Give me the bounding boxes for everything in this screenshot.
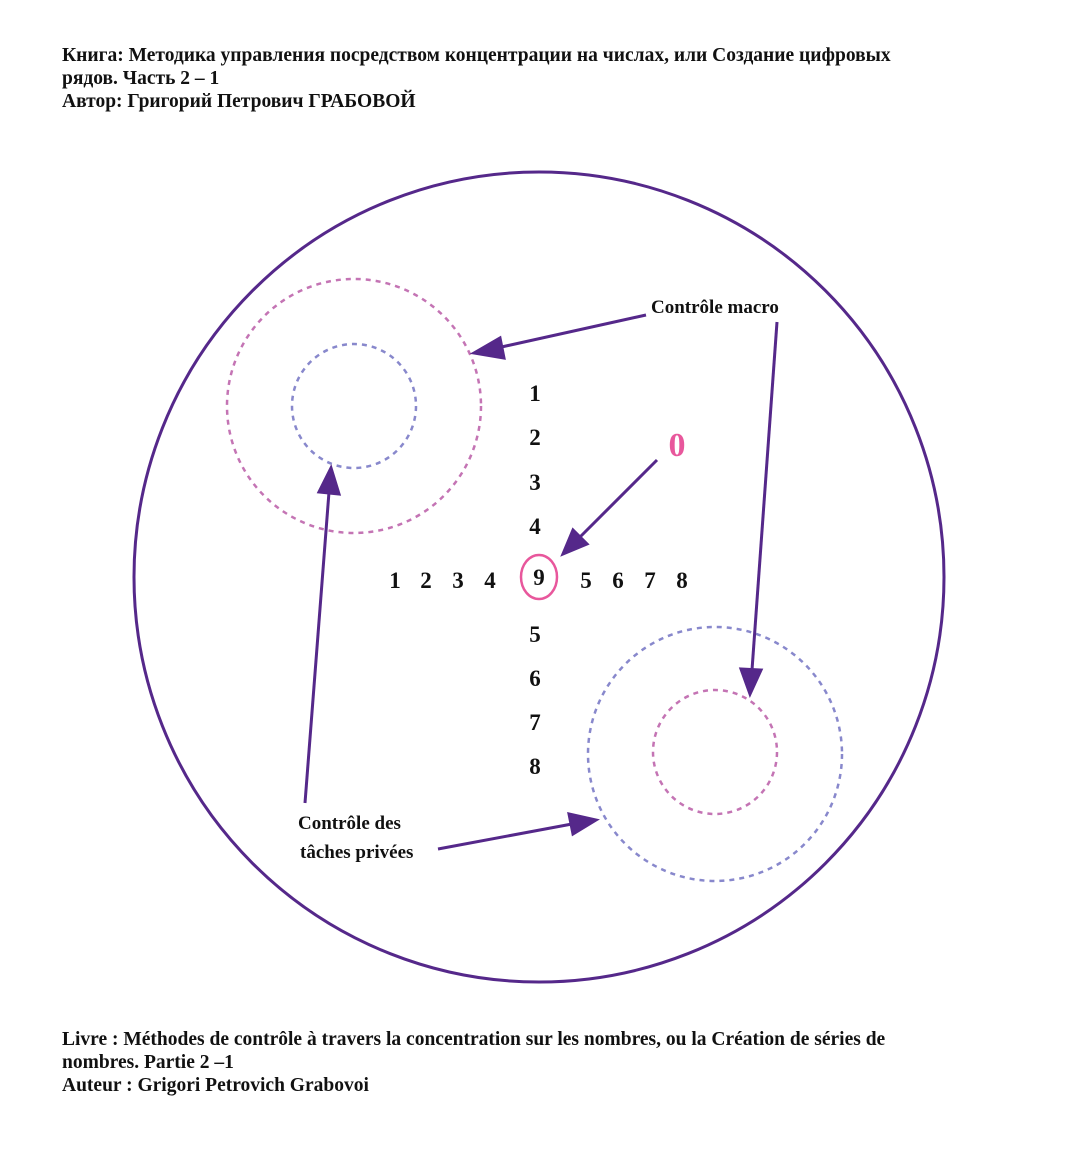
horizontal-number-4: 4 <box>484 568 496 593</box>
macro-arrow-right-head <box>741 669 761 694</box>
vertical-number-1: 1 <box>529 381 541 406</box>
footer-caption <box>62 1028 1022 1097</box>
header-author-line: Автор: Григорий Петрович ГРАБОВОЙ <box>62 91 416 112</box>
macro-control-label: Contrôle macro <box>651 297 779 318</box>
private-control-label-line-2: tâches privées <box>300 842 414 863</box>
private-inner-dashed-circle <box>292 344 416 468</box>
zero-arrow-shaft <box>580 460 657 537</box>
footer-author-line: Auteur : Grigori Petrovich Grabovoi <box>62 1075 369 1096</box>
private-outer-dashed-circle <box>588 627 842 881</box>
footer-title-line-2: nombres. Partie 2 –1 <box>62 1052 234 1073</box>
horizontal-number-2: 2 <box>420 568 432 593</box>
vertical-number-2: 2 <box>529 425 541 450</box>
vertical-number-8: 8 <box>529 754 541 779</box>
header-title-line-2: рядов. Часть 2 – 1 <box>62 68 220 89</box>
center-number-9: 9 <box>533 565 545 590</box>
header-title-line-1: Книга: Методика управления посредством концентрации на числах, или Создание цифровых <box>62 45 891 66</box>
macro-arrow-right-shaft <box>752 322 777 670</box>
private-arrow-right-shaft <box>438 824 572 849</box>
macro-arrow-left-shaft <box>497 315 646 348</box>
horizontal-number-1: 1 <box>389 568 401 593</box>
private-arrow-up-head <box>319 468 339 494</box>
horizontal-number-3: 3 <box>452 568 464 593</box>
horizontal-number-7: 7 <box>644 568 656 593</box>
macro-outer-dashed-circle <box>227 279 481 533</box>
private-control-label-line-1: Contrôle des <box>298 813 401 834</box>
vertical-number-5: 5 <box>529 622 541 647</box>
horizontal-number-8: 8 <box>676 568 688 593</box>
macro-arrow-left-head <box>474 338 504 358</box>
private-arrow-up-shaft <box>305 492 329 803</box>
vertical-number-4: 4 <box>529 514 541 539</box>
footer-title-line-1: Livre : Méthodes de contrôle à travers la concentration sur les nombres, ou la Création de séries de <box>62 1029 886 1050</box>
vertical-number-7: 7 <box>529 710 541 735</box>
horizontal-number-6: 6 <box>612 568 624 593</box>
vertical-number-3: 3 <box>529 470 541 495</box>
macro-inner-dashed-circle <box>653 690 777 814</box>
zero-label: 0 <box>668 427 686 464</box>
private-arrow-right-head <box>569 814 596 834</box>
horizontal-number-5: 5 <box>580 568 592 593</box>
vertical-number-6: 6 <box>529 666 541 691</box>
